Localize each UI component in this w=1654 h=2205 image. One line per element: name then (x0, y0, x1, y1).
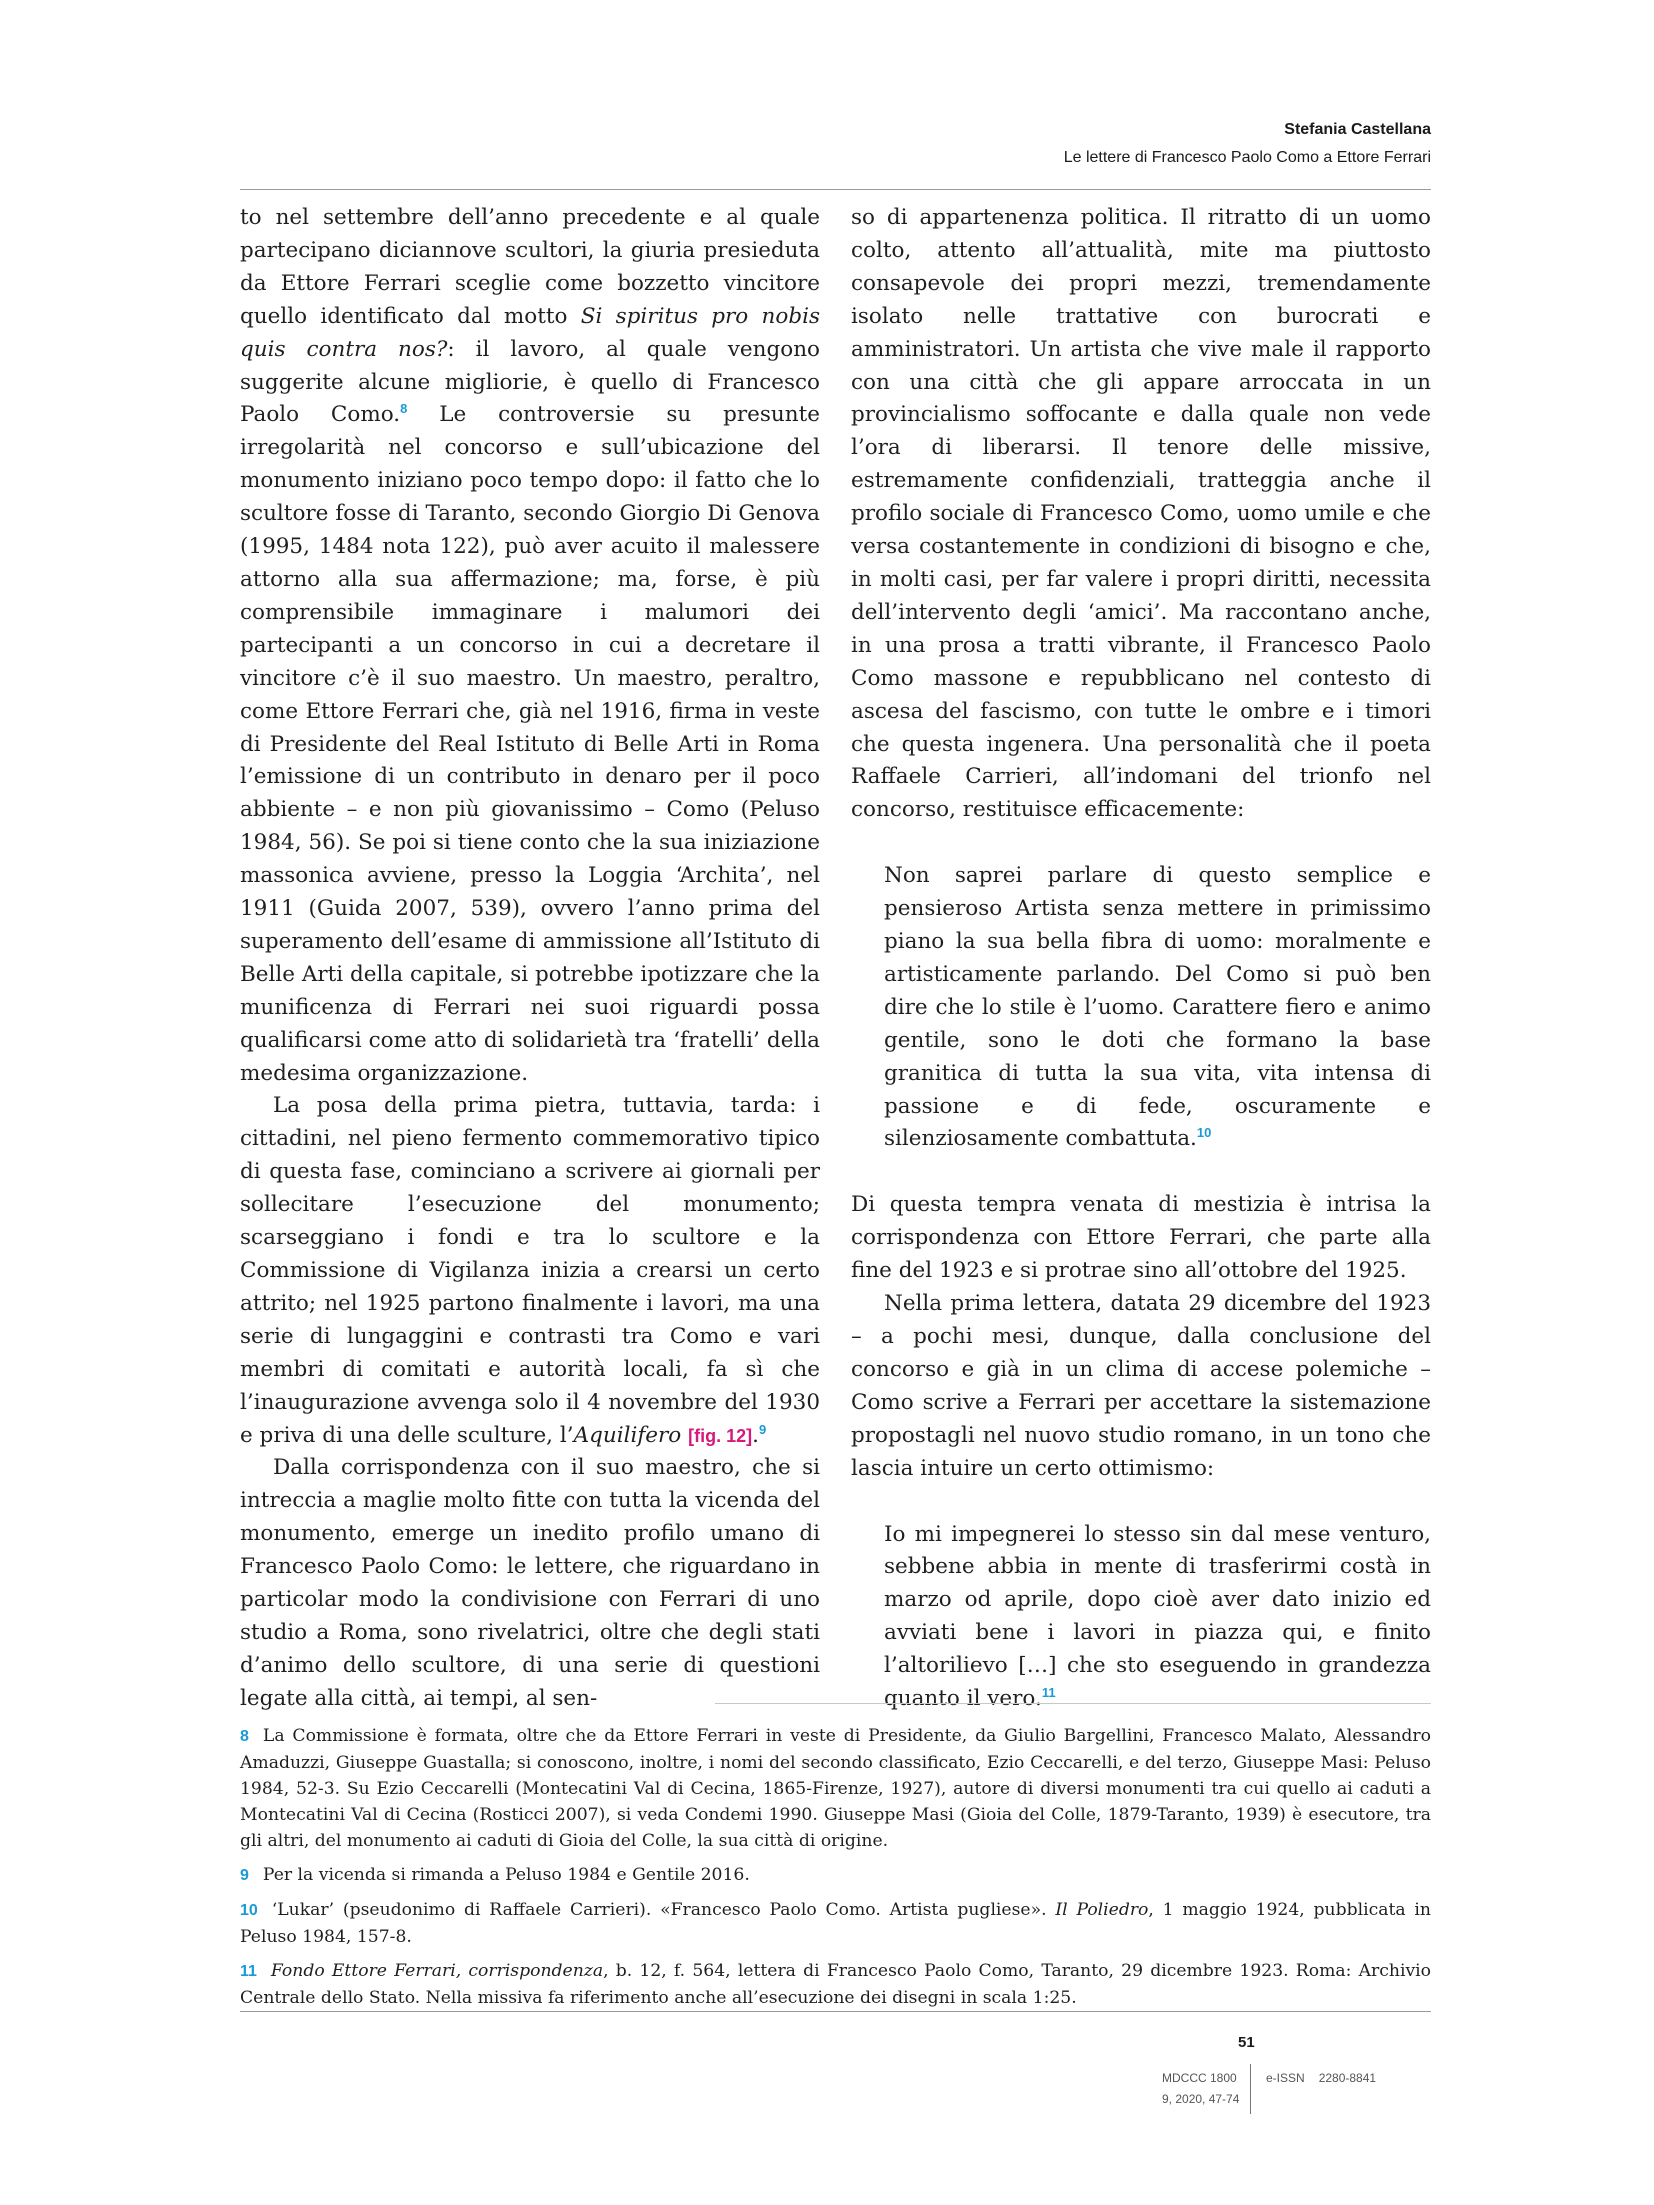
footnote-text: , b. 12, f. 564, lettera di Francesco Paolo Como, Taranto, 29 dicembre 1923. Roma: Archivio Centrale dello Stato. Nella missiva fa riferimento anche all’esecuzione dei disegni in scala 1:25. (240, 1961, 1431, 2008)
block-spacer (851, 1156, 1431, 1189)
footnote-text: ‘Lukar’ (pseudonimo di Raffaele Carrieri). «Francesco Paolo Como. Artista pugliese». (271, 1900, 1056, 1920)
text-run: La posa della prima pietra, tuttavia, tarda: i cittadini, nel pieno fermento commemorativo tipico di questa fase, cominciano a scrivere ai giornali per sollecitare l’esecuzione del monumento; scarseggiano i fondi e tra lo scultore e la Commissione di Vigilanza inizia a crearsi un certo attrito; nel 1925 partono finalmente i lavori, ma una serie di lungaggini e contrasti tra Como e vari membri di comitati e autorità locali, fa sì che l’inaugurazione avvenga solo il 4 novembre del 1930 e priva di una delle sculture, l’ (240, 1093, 820, 1448)
left-paragraph-2 (240, 1090, 820, 1452)
journal-title: Il Poliedro (1055, 1900, 1149, 1920)
text-run: so di appartenenza politica. Il ritratto di un uomo colto, attento all’attualità, mite ma piuttosto consapevole dei propri mezzi, tremendamente isolato nelle trattative con burocrati e amministratori. Un artista che vive male il rapporto con una città che gli appare arroccata in un provincialismo soffocante e dalla quale non vede l’ora di liberarsi. Il tenore delle missive, estremamente confidenziali, tratteggia anche il profilo sociale di Francesco Como, uomo umile e che versa costantemente in condizioni di bisogno e che, in molti casi, per far valere i propri diritti, necessita dell’intervento degli ‘amici’. Ma raccontano anche, in una prosa a tratti vibrante, il Francesco Paolo Como massone e repubblicano nel contesto di ascesa del fascismo, con tutte le ombre e i timori che questa ingenera. Una personalità che il poeta Raffaele Carrieri, all’indomani del trionfo nel concorso, restituisce efficacemente: (851, 205, 1431, 823)
footnote-10 (240, 1897, 1431, 1950)
text-run: Non saprei parlare di questo semplice e pensieroso Artista senza mettere in primissimo piano la sua bella fibra di uomo: moralmente e artisticamente parlando. Del Como si può ben dire che lo stile è l’uomo. Carattere fiero e animo gentile, sono le doti che formano la base granitica di tutta la sua vita, vita intensa di passione e di fede, oscuramente e silenziosamente combattuta. (884, 863, 1431, 1152)
footnote-ref-9[interactable]: 9 (758, 1421, 767, 1437)
journal-info (1162, 2068, 1239, 2110)
text-run: Nella prima lettera, datata 29 dicembre del 1923 – a pochi mesi, dunque, dalla conclusione del concorso e già in un clima di accese polemiche – Como scrive a Ferrari per accettare la sistemazione propostagli nel nuovo studio romano, in un tono che lascia intuire un certo ottimismo: (851, 1291, 1431, 1481)
running-head (1064, 116, 1431, 172)
block-spacer (851, 827, 1431, 860)
running-head-author: Stefania Castellana (1284, 121, 1431, 138)
text-run: : il lavoro, al quale vengono suggerite alcune migliorie, è quello di Francesco Paolo Como. (240, 336, 821, 428)
eissn-value: 2280-8841 (1318, 2071, 1377, 2085)
text-run: to nel settembre dell’anno precedente e al quale partecipano diciannove scultori, la giuria presieduta da Ettore Ferrari sceglie come bozzetto vincitore quello identificato dal motto (240, 205, 820, 329)
block-spacer (851, 1486, 1431, 1519)
block-quote-2 (851, 1519, 1431, 1716)
footnote-number: 11 (240, 1963, 257, 1980)
footnotes-rule (715, 1703, 1431, 1704)
eissn-label: e-ISSN (1266, 2071, 1305, 2085)
text-run: Di questa tempra venata di mestizia è intrisa la corrispondenza con Ettore Ferrari, che parte alla fine del 1923 e si protrae sino all’ottobre del 1925. (851, 1192, 1431, 1284)
footnote-text: La Commissione è formata, oltre che da Ettore Ferrari in veste di Presidente, da Giulio Bargellini, Francesco Malato, Alessandro Amaduzzi, Giuseppe Guastalla; si conoscono, inoltre, i nomi del secondo classificato, Ezio Ceccarelli, e del terzo, Giuseppe Masi: Peluso 1984, 52-3. Su Ezio Ceccarelli (Montecatini Val di Cecina, 1865-Firenze, 1927), autore di diversi monumenti tra cui quello ai caduti a Montecatini Val di Cecina (Rosticci 2007), si veda Condemi 1990. Giuseppe Masi (Gioia del Colle, 1879-Taranto, 1939) è esecutore, tra gli altri, del monumento ai caduti di Gioia del Colle, la sua città di origine. (240, 1726, 1431, 1851)
issn-info (1266, 2068, 1376, 2089)
motto-text: Si spiritus pro nobis quis contra nos? (240, 303, 821, 362)
left-paragraph-3 (240, 1452, 820, 1715)
footnote-ref-10[interactable]: 10 (1196, 1125, 1212, 1141)
footer-rule (240, 2011, 1431, 2012)
text-run: Io mi impegnerei lo stesso sin dal mese venturo, sebbene abbia in mente di trasferirmi costà in marzo od aprile, dopo cioè aver dato inizio ed avviati bene i lavori in piazza qui, e finito l’altorilievo […] che sto eseguendo in grandezza quanto il vero. (884, 1521, 1431, 1712)
text-run: . (752, 1422, 759, 1448)
footnote-9 (240, 1862, 1431, 1889)
footnote-text: Per la vicenda si rimanda a Peluso 1984 e Gentile 2016. (262, 1865, 750, 1885)
block-quote-1 (851, 860, 1431, 1156)
footnote-ref-11[interactable]: 11 (1041, 1684, 1056, 1700)
text-run: Dalla corrispondenza con il suo maestro, che si intreccia a maglie molto fitte con tutta la vicenda del monumento, emerge un inedito profilo umano di Francesco Paolo Como: le lettere, che riguardano in particolar modo la condivisione con Ferrari di uno studio a Roma, sono rivelatrici, oltre che degli stati d’animo dello scultore, di una serie di questioni legate alla città, ai tempi, al sen- (240, 1455, 820, 1711)
footnote-number: 9 (240, 1867, 249, 1884)
running-head-title: Le lettere di Francesco Paolo Como a Ettore Ferrari (1063, 149, 1431, 166)
page-number: 51 (1238, 2034, 1255, 2051)
left-paragraph-1 (240, 202, 820, 1090)
right-paragraph-2 (851, 1189, 1431, 1288)
left-column (240, 202, 820, 1716)
journal-name: MDCCC 1800 (1162, 2071, 1237, 2085)
right-column (851, 202, 1431, 1716)
footnote-number: 8 (240, 1728, 249, 1745)
footnote-8 (240, 1723, 1431, 1854)
header-rule (240, 189, 1431, 190)
right-paragraph-3 (851, 1288, 1431, 1485)
footnote-ref-8[interactable]: 8 (400, 401, 408, 417)
footnote-number: 10 (240, 1902, 258, 1919)
footnotes (240, 1723, 1431, 2019)
footnote-11 (240, 1958, 1431, 2011)
archive-title: Fondo Ettore Ferrari, corrispondenza (270, 1961, 604, 1981)
footnote-text: , 1 maggio 1924, pubblicata in Peluso 1984, 157-8. (240, 1900, 1432, 1947)
aquilifero-text: Aquilifero (573, 1422, 682, 1448)
text-run: Le controversie su presunte irregolarità nel concorso e sull’ubicazione del monumento iniziano poco tempo dopo: il fatto che lo scultore fosse di Taranto, secondo Giorgio Di Genova (1995, 1484 nota 122), può aver acuito il malessere attorno alla sua affermazione; ma, forse, è più comprensibile immaginare i malumori dei partecipanti a un concorso in cui a decretare il vincitore c’è il suo maestro. Un maestro, peraltro, come Ettore Ferrari che, già nel 1916, firma in veste di Presidente del Real Istituto di Belle Arti in Roma l’emissione di un contributo in denaro per il poco abbiente – e non più giovanissimo – Como (Peluso 1984, 56). Se poi si tiene conto che la sua iniziazione massonica avviene, presso la Loggia ‘Archita’, nel 1911 (Guida 2007, 539), ovvero l’anno prima del superamento dell’esame di ammissione all’Istituto di Belle Arti della capitale, si potrebbe ipotizzare che la munificenza di Ferrari nei suoi riguardi possa qualificarsi come atto di solidarietà tra ‘fratelli’ della medesima organizzazione. (240, 402, 820, 1086)
right-paragraph-1 (851, 202, 1431, 827)
journal-issue: 9, 2020, 47-74 (1162, 2092, 1240, 2106)
colophon-divider (1250, 2064, 1251, 2114)
figure-link[interactable]: [fig. 12] (688, 1425, 753, 1446)
